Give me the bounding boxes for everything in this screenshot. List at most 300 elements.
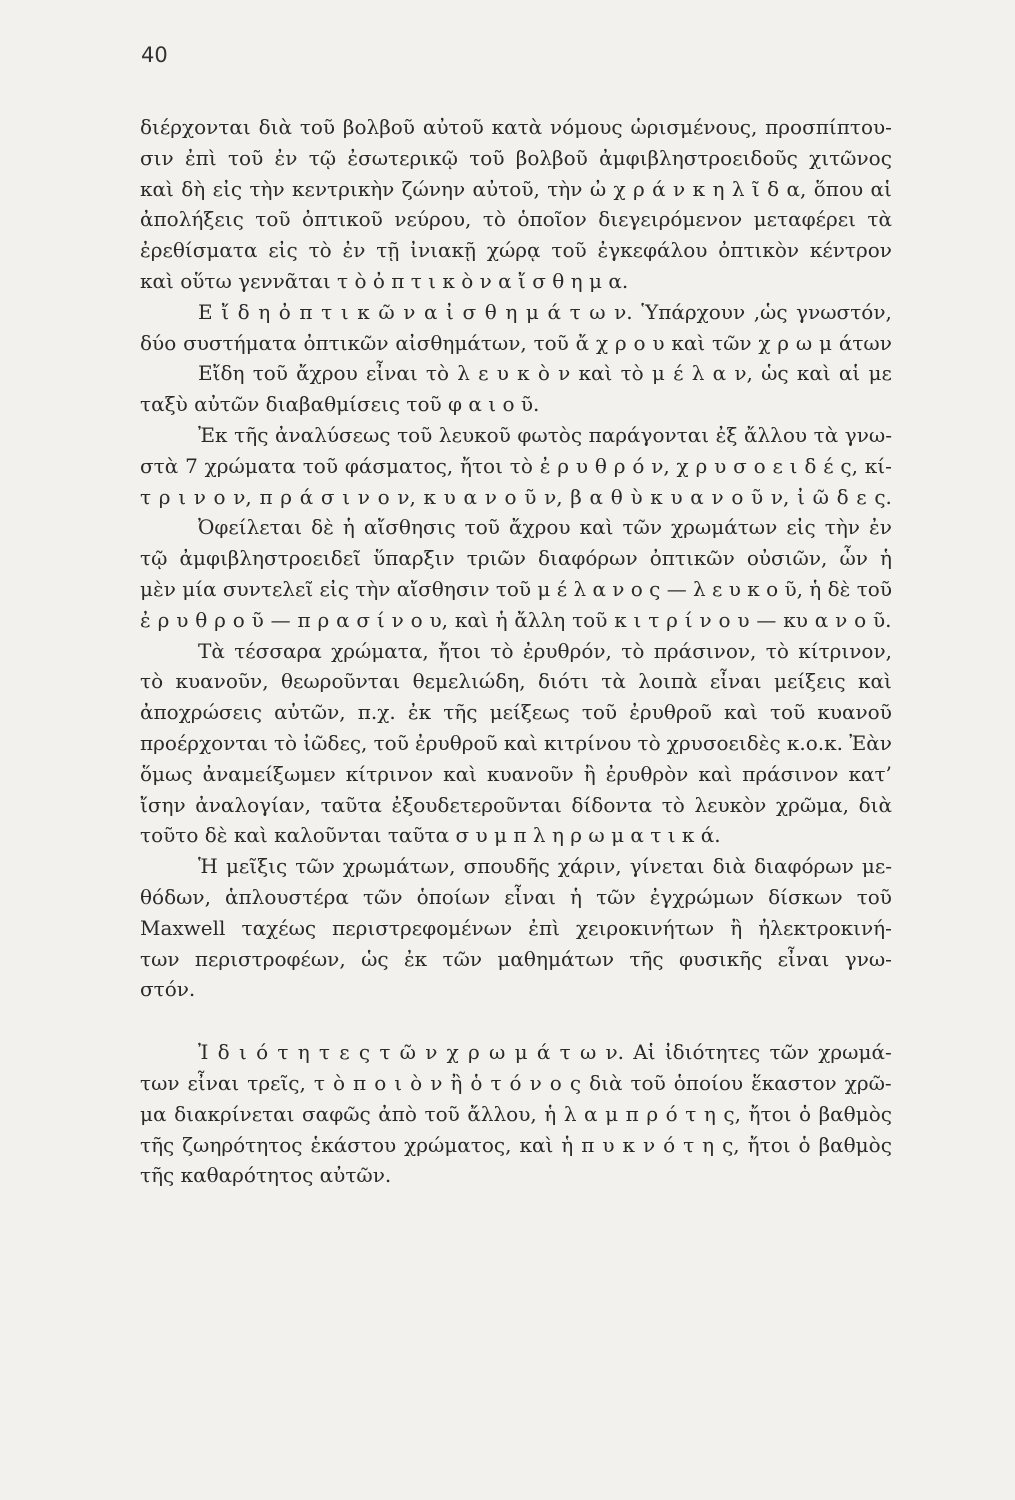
word: δὴ: [181, 176, 206, 201]
word: χρωμάτων,: [342, 854, 456, 879]
word: Ὑπάρχουν: [641, 299, 746, 324]
word: διὰ: [712, 854, 746, 879]
word: ν: [403, 299, 416, 324]
word: κατ’: [848, 761, 892, 786]
word: τοῦ: [769, 700, 806, 725]
word: ί: [684, 607, 693, 632]
word: ν,: [544, 484, 563, 509]
word: Ἰ: [198, 1040, 209, 1065]
word: ἐ: [539, 453, 551, 478]
word: υ: [652, 330, 665, 355]
word: κυανοῦν,: [175, 669, 269, 694]
word: χ: [613, 176, 626, 201]
word: ῦ: [751, 484, 764, 509]
word: ἐν: [342, 238, 366, 263]
text-line: [140, 512, 892, 543]
word: ν,: [651, 453, 670, 478]
word: ἕκαστον: [751, 1070, 837, 1095]
word: ῶ: [378, 299, 395, 324]
word: χρωμάτων: [671, 515, 778, 540]
word: ρ: [317, 607, 330, 632]
word: ἢ: [730, 915, 743, 940]
word: ἀποχρώσεις: [140, 700, 262, 725]
word: ἢ: [583, 761, 596, 786]
word: τὸ: [140, 669, 164, 694]
text-line: [140, 1130, 892, 1161]
word: λ: [693, 576, 706, 601]
word: ρ: [777, 330, 790, 355]
word: καὶ: [858, 669, 892, 694]
word: διεγειρόμενον: [598, 207, 743, 232]
word: χρώματα,: [331, 638, 429, 663]
word: ἐρυθρόν,: [522, 638, 612, 663]
word: διέρχονται: [140, 115, 251, 139]
word: καὶ: [723, 700, 758, 725]
word: ὀ: [278, 299, 291, 324]
word: ,ὡς: [753, 299, 788, 324]
word: ν: [673, 176, 686, 201]
word: π: [353, 1070, 367, 1095]
word: γίνεται: [629, 854, 705, 879]
word: εἶναι: [365, 361, 418, 386]
word: Εἴδη: [198, 361, 245, 386]
word: Ἡ: [198, 854, 218, 879]
word: τῶν: [442, 946, 483, 971]
word: ὁ: [799, 1101, 812, 1126]
word: ῶ: [812, 484, 829, 509]
word: χειροκινήτων: [576, 915, 715, 940]
word: ἡ: [570, 884, 582, 909]
word: παράγονται: [588, 422, 710, 447]
word: ο: [630, 576, 643, 601]
word: ν: [425, 1040, 438, 1065]
word: χρῶμα,: [775, 792, 849, 817]
word: ο: [753, 453, 766, 478]
word: ω: [795, 330, 813, 355]
word: των: [140, 1070, 180, 1095]
word: τῆς: [629, 946, 664, 971]
word: τὰ: [813, 422, 839, 447]
word: βολβοῦ: [342, 115, 415, 139]
word: διότι: [538, 669, 589, 694]
word: καὶ: [519, 1132, 554, 1157]
word: δὲ: [827, 576, 851, 601]
word: εἶναι: [709, 669, 762, 694]
word: τὸ: [765, 638, 789, 663]
word: καὶ: [578, 361, 613, 386]
word: κί-: [864, 453, 892, 478]
word: α: [712, 361, 727, 386]
word: ό: [665, 1101, 678, 1126]
word: τῶν: [712, 330, 752, 355]
word: ν: [699, 607, 712, 632]
word: ρ: [468, 1040, 480, 1065]
word: κίτρινον: [345, 761, 434, 786]
word: η: [702, 1132, 715, 1157]
text-line: [140, 143, 892, 174]
word: χ: [595, 330, 609, 355]
word: εἶναι: [777, 946, 830, 971]
word: τ: [648, 607, 660, 632]
word: ά: [547, 299, 561, 324]
word: ἐπὶ: [528, 915, 560, 940]
word: μείξεως: [489, 700, 570, 725]
word: ἐρυθροῦ: [629, 700, 712, 725]
word: α: [592, 576, 606, 601]
word: κίτρινον,: [798, 638, 892, 663]
text-line: [140, 1068, 892, 1099]
word: ὸ: [410, 1070, 423, 1095]
word: τὸ: [490, 638, 514, 663]
word: ό: [256, 1040, 269, 1065]
word: τ: [683, 1132, 695, 1157]
word: ὁ: [798, 1132, 811, 1157]
word: τῆς: [140, 1132, 175, 1157]
word: ο: [213, 484, 226, 509]
word: ἐξ: [715, 422, 738, 447]
word: ν: [529, 1070, 542, 1095]
word: ὧν: [839, 546, 868, 571]
word: τοῦ: [581, 700, 618, 725]
word: —: [270, 607, 291, 632]
word: λευκοῦ: [438, 422, 511, 447]
word: ἀμφιβληστροειδοῦς: [599, 145, 798, 170]
word: α: [814, 607, 829, 632]
word: προέρχονται: [140, 730, 268, 755]
word: ὀπτικῶν: [303, 330, 389, 355]
word: γνωστόν,: [796, 299, 892, 324]
text-line: στόν.: [140, 977, 196, 1002]
word: τῆς: [234, 422, 269, 447]
word: θ: [610, 484, 623, 509]
word: υ: [176, 607, 189, 632]
word: ἡ: [544, 1101, 557, 1126]
word: ὅμως: [140, 761, 193, 786]
word: μ: [819, 330, 832, 355]
word: τὴν: [249, 176, 285, 201]
word: τοῦ: [856, 576, 892, 601]
word: ταῦτα: [320, 792, 382, 817]
text-line: [140, 543, 892, 574]
word: κ: [622, 1132, 635, 1157]
word: δύο: [140, 330, 177, 355]
word: των: [140, 946, 180, 971]
word: τ: [559, 1040, 571, 1065]
word: Αἱ: [633, 1040, 656, 1065]
word: δ: [767, 176, 780, 201]
word: ῦ.: [873, 607, 892, 632]
word: ἄλλου,: [467, 1101, 537, 1126]
word: βαθμὸς: [818, 1132, 892, 1157]
word: χώρᾳ: [486, 238, 541, 263]
word: διακρίνεται: [174, 1101, 295, 1126]
word: εἶναι: [187, 1070, 240, 1095]
word: μ: [651, 361, 665, 386]
word: ἐκ: [407, 700, 432, 725]
word: τ: [140, 484, 152, 509]
word: ο: [232, 607, 245, 632]
word: θεμελιώδη,: [412, 669, 526, 694]
word: η: [297, 1040, 310, 1065]
word: ὁποίου: [673, 1070, 744, 1095]
word: ἐρυθροῦ: [415, 730, 498, 755]
word: κ: [614, 607, 627, 632]
word: τ: [490, 1070, 502, 1095]
word: πράσινον: [742, 761, 839, 786]
word: ὺ: [630, 484, 643, 509]
word: κ: [517, 361, 530, 386]
word: τ: [685, 1101, 697, 1126]
paragraph-gap: [140, 1005, 892, 1037]
word: δίσκων: [768, 884, 843, 909]
word: ὕπαρξιν: [373, 546, 455, 571]
word: ὁποῖον: [517, 207, 587, 232]
word: ρ: [695, 453, 708, 478]
word: ἰνιακῇ: [410, 238, 476, 263]
word: τοῦ: [302, 453, 338, 478]
word: φωτὸς: [517, 422, 583, 447]
word: μ: [525, 299, 539, 324]
word: καὶ: [503, 730, 538, 755]
word: χιτῶνος: [809, 145, 892, 170]
word: ν.: [614, 299, 633, 324]
word: σ: [356, 607, 371, 632]
word: τοῦ: [255, 207, 291, 232]
word: ἠλεκτροκινή-: [758, 915, 892, 940]
word: ν.: [605, 1040, 625, 1065]
section-heading-line: [140, 297, 892, 328]
word: σιν: [140, 145, 174, 170]
word: ἀπολήξεις: [140, 207, 244, 232]
word: ι: [340, 299, 349, 324]
word: τ: [379, 1040, 391, 1065]
word: π.χ.: [357, 700, 396, 725]
word: π: [297, 607, 311, 632]
text-line: [140, 605, 892, 636]
word: μεῖξις: [225, 854, 288, 879]
word: τ: [569, 299, 581, 324]
word: ι: [633, 607, 642, 632]
word: ν: [612, 576, 625, 601]
word: ἄχρου: [508, 515, 571, 540]
word: ι: [178, 484, 187, 509]
word: ἤτοι: [747, 1132, 791, 1157]
page-number: 40: [141, 43, 168, 67]
word: ς,: [723, 1101, 741, 1126]
word: η: [258, 299, 271, 324]
word: φυσικῆς: [678, 946, 763, 971]
word: ἡ: [342, 515, 355, 540]
word: ἀναλογίαν,: [195, 792, 311, 817]
word: ὁ: [470, 1070, 483, 1095]
word: ἡ: [809, 576, 822, 601]
word: διὰ: [258, 115, 292, 139]
word: τὸ: [661, 792, 685, 817]
word: θεωροῦνται: [280, 669, 401, 694]
word: ς,: [722, 1132, 740, 1157]
word: χ: [446, 1040, 459, 1065]
word: τ: [318, 1040, 330, 1065]
word: ς: [649, 576, 661, 601]
word: η: [505, 299, 518, 324]
word: ρ: [158, 484, 171, 509]
word: ἄλλη: [514, 607, 566, 632]
word: καὶ: [579, 515, 614, 540]
word: η: [703, 1101, 716, 1126]
word: ε: [772, 453, 783, 478]
word: φάσματος,: [344, 453, 454, 478]
word: ά: [536, 1040, 551, 1065]
word: λ: [573, 576, 587, 601]
word: αἴσθησιν: [396, 576, 490, 601]
word: τὴν: [355, 576, 391, 601]
word: τοῦ: [373, 730, 409, 755]
word: ὸ: [332, 1070, 346, 1095]
text-line: [140, 944, 892, 975]
text-line: [140, 420, 892, 451]
word: μαθημάτων: [497, 946, 614, 971]
word: ν: [558, 361, 571, 386]
word: υ: [496, 361, 509, 386]
word: ὀπτικὸν: [718, 238, 800, 263]
word: ὡρισμένους,: [630, 115, 758, 139]
word: χρωμά-: [818, 1040, 892, 1065]
word: ὁποίων: [416, 884, 491, 909]
text-line: [140, 204, 892, 235]
word: ρ: [557, 453, 570, 478]
word: περιστρεφομένων: [332, 915, 513, 940]
word: κυανοῦν: [487, 761, 574, 786]
word: ο: [731, 484, 744, 509]
text-line: τοῦτο δὲ καὶ καλοῦνται ταῦτα σ υ μ π λ η ρ ω μ α τ ι κ ά.: [140, 823, 721, 848]
word: λ: [563, 1101, 577, 1126]
word: ἴσην: [140, 792, 186, 817]
word: ν: [484, 484, 497, 509]
word: πράσινον,: [653, 638, 757, 663]
word: ὡς: [761, 361, 789, 386]
word: ζώνην: [401, 176, 466, 201]
word: ἤτοι: [459, 453, 503, 478]
word: ρ: [666, 607, 678, 632]
word: ο: [633, 330, 646, 355]
word: τῶν: [769, 1040, 810, 1065]
word: ι: [238, 1040, 247, 1065]
word: τὸ: [509, 453, 533, 478]
word: τοῦ: [551, 238, 587, 263]
word: εἶναι: [504, 884, 556, 909]
word: αἱ: [870, 176, 892, 201]
word: ρ: [614, 330, 627, 355]
word: —: [666, 576, 687, 601]
word: νόμους: [550, 115, 623, 139]
word: χρυσοειδὲς: [666, 730, 781, 755]
text-line: [140, 913, 892, 944]
word: υ: [737, 607, 750, 632]
text-line: [140, 235, 892, 266]
word: υ: [728, 576, 741, 601]
word: άτων: [838, 330, 892, 355]
word: ν: [357, 484, 370, 509]
word: τὴν: [547, 176, 583, 201]
word: καὶ: [796, 361, 831, 386]
word: μ: [514, 1040, 528, 1065]
word: κυ: [783, 607, 808, 632]
word: ἤτοι: [438, 638, 482, 663]
word: α: [690, 484, 704, 509]
word: τέσσαρα: [234, 638, 322, 663]
word: π: [299, 299, 313, 324]
word: τὸ: [425, 361, 450, 386]
word: λοιπὰ: [638, 669, 698, 694]
word: ἐκ: [403, 946, 428, 971]
word: ά: [652, 176, 666, 201]
word: Ὀφείλεται: [198, 515, 303, 540]
word: ω: [579, 1040, 597, 1065]
word: αἰσθημάτων,: [395, 330, 527, 355]
word: ρ: [157, 607, 170, 632]
word: ρ: [646, 1101, 659, 1126]
word: διαφόρων: [537, 546, 638, 571]
word: λ: [691, 361, 705, 386]
word: ω: [489, 1040, 506, 1065]
word: ὀπτικῶν: [649, 546, 735, 571]
word: δὲ: [311, 515, 334, 540]
word: τοῦ: [299, 115, 336, 139]
word: κιτρίνου: [543, 730, 632, 755]
word: αἴσθησις: [363, 515, 456, 540]
text-line: [140, 451, 892, 482]
word: κυανοῦ: [817, 700, 892, 725]
word: ἑκάστου: [310, 1132, 397, 1157]
word: κέντρον: [809, 238, 892, 263]
word: δίδοντα: [571, 792, 653, 817]
word: οὐσιῶν,: [746, 546, 828, 571]
word: σπουδῆς: [463, 854, 550, 879]
word: υ: [670, 484, 683, 509]
word: ἡ: [880, 546, 892, 571]
word: ρ: [214, 607, 226, 632]
word: χρώματα: [204, 453, 296, 478]
word: α: [336, 607, 350, 632]
word: β: [570, 484, 582, 509]
word: έ: [823, 453, 834, 478]
word: ῶ: [399, 1040, 416, 1065]
word: ρ: [280, 484, 293, 509]
text-line: [140, 358, 892, 389]
word: ρ: [613, 453, 626, 478]
word: σ: [320, 484, 335, 509]
word: τοῦ: [469, 145, 505, 170]
word: θ: [195, 607, 208, 632]
word: ἀπὸ: [378, 1101, 417, 1126]
word: υ,: [429, 607, 449, 632]
word: χρῶ-: [844, 1070, 892, 1095]
word: μεταφέρει: [753, 207, 856, 232]
word: τῇ: [376, 238, 400, 263]
word: τὰ: [867, 207, 892, 232]
word: θόδων,: [140, 884, 211, 909]
word: ρ: [633, 176, 645, 201]
word: ἀναλύσεως: [274, 422, 391, 447]
word: α: [423, 299, 438, 324]
word: ἰ: [797, 484, 805, 509]
word: κ: [747, 576, 760, 601]
word: μείξεις: [773, 669, 846, 694]
word: ἐσωτερικῷ: [347, 145, 458, 170]
word: ἐν: [274, 145, 298, 170]
word: στὰ: [140, 453, 179, 478]
word: κ.ο.κ.: [786, 730, 844, 755]
